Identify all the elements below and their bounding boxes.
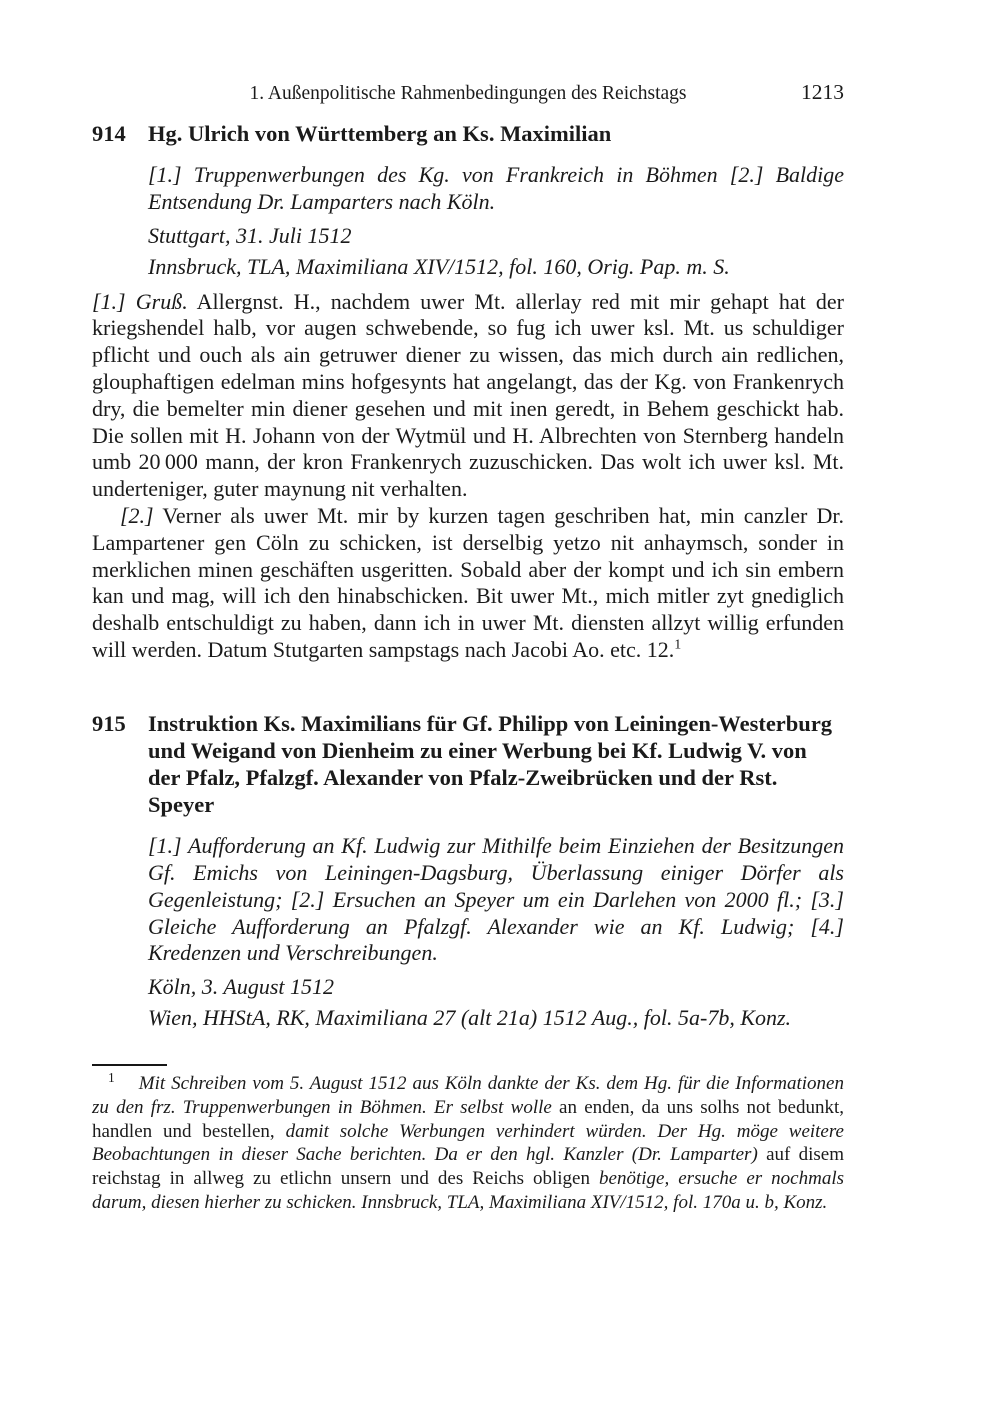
footnote-1	[92, 1069, 845, 1214]
entry-914-meta	[148, 162, 844, 281]
entry-915-head	[92, 710, 844, 818]
entry-915-dateline: Köln, 3. August 1512	[148, 974, 335, 1000]
entry-914-dateline: Stuttgart, 31. Juli 1512	[148, 222, 352, 248]
entry-915-summary: [1.] Aufforderung an Kf. Ludwig zur Mithilfe beim Einziehen der Besitzungen Gf. Emichs von Leiningen-Dagsburg, Überlassung einiger Dörfer als Gegenleistung; [2.] Ersuchen an Speyer um ein Darlehen von 2000 fl.; [3.] Gleiche Aufforderung an Pfalzgf. Alexander wie an Kf. Ludwig; [4.] Kredenzen und Verschreibungen.	[148, 832, 844, 966]
entry-915-meta	[148, 833, 844, 1032]
entry-914-summary: [1.] Truppenwerbungen des Kg. von Frankreich in Böhmen [2.] Baldige Entsendung Dr. Lamparters nach Köln.	[148, 162, 844, 214]
footnote-section	[92, 1064, 844, 1214]
entry-915-sourceline: Wien, HHStA, RK, Maximiliana 27 (alt 21a) 1512 Aug., fol. 5a-7b, Konz.	[148, 1005, 792, 1031]
footnote-1-marker: 1	[108, 1069, 115, 1085]
page-number: 1213	[801, 80, 844, 104]
entry-914-paragraph-2	[92, 503, 844, 664]
paragraph-2-lead: [2.]	[120, 503, 154, 528]
running-title: 1. Außenpolitische Rahmenbedingungen des Reichstags	[249, 83, 687, 104]
text-column	[92, 82, 844, 1214]
footnote-rule	[92, 1064, 167, 1066]
entry-914-body	[92, 289, 844, 664]
footnote-1-run-4: auf disem reichstag in allweg zu etlichn unsern und des Reichs obligen	[92, 1144, 844, 1189]
entry-914-sourceline: Innsbruck, TLA, Maximiliana XIV/1512, fol. 160, Orig. Pap. m. S.	[148, 253, 730, 279]
entry-914-title: Hg. Ulrich von Württemberg an Ks. Maximilian	[148, 121, 612, 146]
paragraph-1-text: Allergnst. H., nachdem uwer Mt. allerlay red mit mir gehapt hat der kriegshendel halb, vor augen schwebende, so fug ich uwer ksl. Mt. us schuldiger pflicht und ouch als ain getruwer diener zu wissen, das mich durch ain redlichen, glouphaftigen edelman mins hofgesynts hat angelangt, das der Kg. von Frankenrych dry, die bemelter min diener gesehen und mit inen geredt, in Behem geschickt hab. Die sollen mit H. Johann von der Wytmül und H. Albrechten von Sternberg handeln umb 20 000 mann, der kron Frankenrych zuzuschicken. Das wolt ich uwer ksl. Mt. underteniger, guter maynung nit verhalten.	[92, 288, 844, 502]
entry-914	[92, 120, 844, 664]
footnote-1-run-3: damit solche Werbungen verhindert würden. Der Hg. möge weitere Beobachtungen in dieser Sache berichten. Da er den hgl. Kanzler (Dr. Lamparter)	[92, 1120, 844, 1166]
footnote-1-run-5: benötige, ersuche er nochmals darum, diesen hierher zu schicken. Innsbruck, TLA, Maximiliana XIV/1512, fol. 170a u. b, Konz.	[92, 1167, 844, 1213]
running-head	[92, 82, 844, 105]
footnote-1-run-1: Mit Schreiben vom 5. August 1512 aus Köln dankte der Ks. dem Hg. für die Informationen zu den frz. Truppenwerbungen in Böhmen. Er selbst wolle	[92, 1073, 844, 1118]
entry-915	[92, 710, 844, 1032]
paragraph-1-lead: [1.] Gruß.	[92, 288, 188, 314]
footnote-ref-1: 1	[674, 637, 682, 653]
entry-915-title: Instruktion Ks. Maximilians für Gf. Philipp von Leiningen-Westerburg und Weigand von Dienheim zu einer Werbung bei Kf. Ludwig V. von der Pfalz, Pfalzgf. Alexander von Pfalz-Zweibrücken und der Rst. Speyer	[148, 710, 833, 817]
paragraph-2-text: Verner als uwer Mt. mir by kurzen tagen geschriben hat, min canzler Dr. Lampartener gen Cöln zu schicken, ist derselbig yetzo nit anhaymsch, sonder in merklichen minen geschäften usgeritten. Sobald aber der kompt und ich sin embern kan und mag, will ich den hinabschicken. Bit uwer Mt., mich mitler zyt gnediglich deshalb entschuldigt zu haben, dann ich in uwer Mt. diensten allzyt willig erfunden will werden. Datum Stutgarten sampstags nach Jacobi Ao. etc. 12.	[92, 503, 844, 662]
entry-915-number: 915	[92, 710, 126, 736]
entry-914-head	[92, 120, 844, 147]
footnote-1-run-2: an enden, da uns solhs not bedunkt, handlen und bestellen,	[92, 1096, 845, 1142]
entry-914-number: 914	[92, 121, 126, 146]
entry-914-paragraph-1	[92, 289, 844, 503]
